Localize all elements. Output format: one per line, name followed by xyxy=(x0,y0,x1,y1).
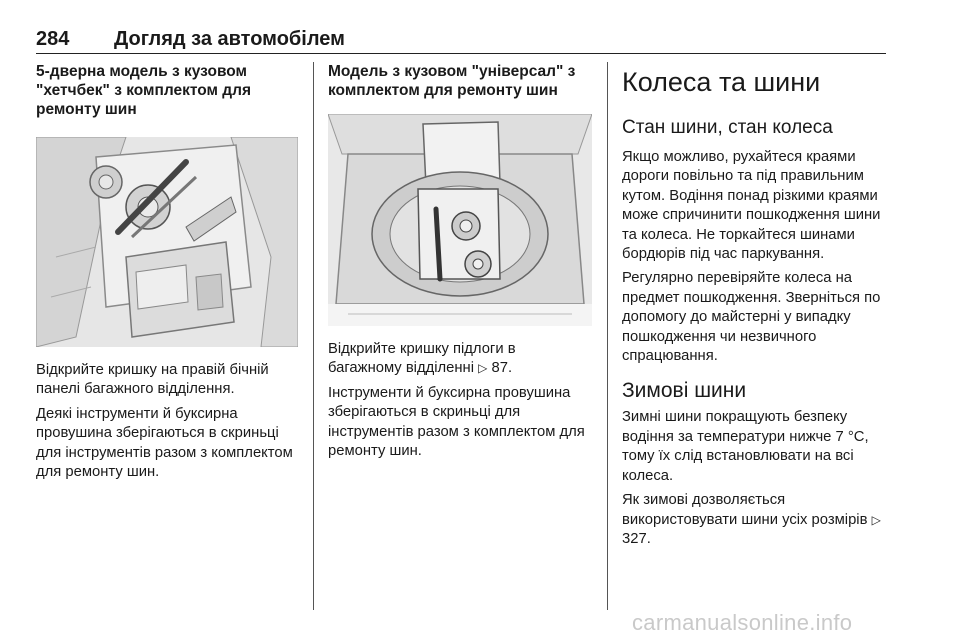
wagon-page-reference[interactable]: 87. xyxy=(491,360,513,377)
wagon-floor-compartment-illustration xyxy=(328,114,592,326)
tyre-condition-paragraph-2: Регулярно перевіряйте колеса на предмет пошкодження. Зверніться по допомогу до майстерні у випадку пошкодження чи незвичного спрацювання. xyxy=(622,270,881,365)
hatchback-heading: 5-дверна модель з кузовом "хетчбек" з комплектом для ремонту шин xyxy=(36,63,252,118)
column-divider-1 xyxy=(313,62,314,610)
page-number: 284 xyxy=(36,28,70,50)
column-hatchback xyxy=(36,62,298,487)
page-reference-arrow-icon: ▷ xyxy=(871,512,881,527)
column-wagon xyxy=(328,62,592,466)
hatchback-tool-compartment-illustration xyxy=(36,137,298,347)
wagon-illustration-svg xyxy=(328,114,592,326)
wagon-heading: Модель з кузовом "універсал" з комплектом для ремонту шин xyxy=(328,63,576,99)
winter-tyres-paragraph-2-text: Як зимові дозволяється використовувати шини усіх розмірів xyxy=(622,492,868,528)
tyre-condition-heading: Стан шини, стан колеса xyxy=(622,117,833,138)
wheels-tyres-heading: Колеса та шини xyxy=(622,67,821,97)
watermark: carmanualsonline.info xyxy=(632,610,853,635)
hatchback-illustration-svg xyxy=(36,137,298,347)
winter-tyres-heading: Зимові шини xyxy=(622,379,747,403)
winter-tyres-paragraph-2 xyxy=(622,491,888,549)
winter-tyres-page-reference[interactable]: 327. xyxy=(622,530,651,547)
hatchback-paragraph-1: Відкрийте кришку на правій бічній панелі багажного відділення. xyxy=(36,362,269,398)
wagon-paragraph-1-text: Відкрийте кришку підлоги в багажному відділенні xyxy=(328,341,516,377)
tyre-condition-paragraph-1: Якщо можливо, рухайтеся краями дороги повільно та під правильним кутом. Водіння понад різкими краями може спричинити пошкодження шини та колеса. Не торкайтеся шинами бордюрів під час паркування. xyxy=(622,149,881,263)
page-header xyxy=(36,28,886,54)
hatchback-paragraph-2: Деякі інструменти й буксирна провушина зберігаються в скриньці для інструментів разом з комплектом для ремонту шин. xyxy=(36,405,293,481)
chapter-title: Догляд за автомобілем xyxy=(114,28,345,50)
page-reference-arrow-icon: ▷ xyxy=(478,361,488,376)
wagon-paragraph-2: Інструменти й буксирна провушина зберігаються в скриньці для інструментів разом з комплектом для ремонту шин. xyxy=(328,384,585,460)
column-divider-2 xyxy=(607,62,608,610)
winter-tyres-paragraph-1: Зимні шини покращують безпеку водіння за температури нижче 7 °C, тому їх слід встановлювати на всі колеса. xyxy=(622,409,869,484)
wagon-paragraph-1 xyxy=(328,340,592,379)
column-wheels-tyres xyxy=(622,62,888,554)
